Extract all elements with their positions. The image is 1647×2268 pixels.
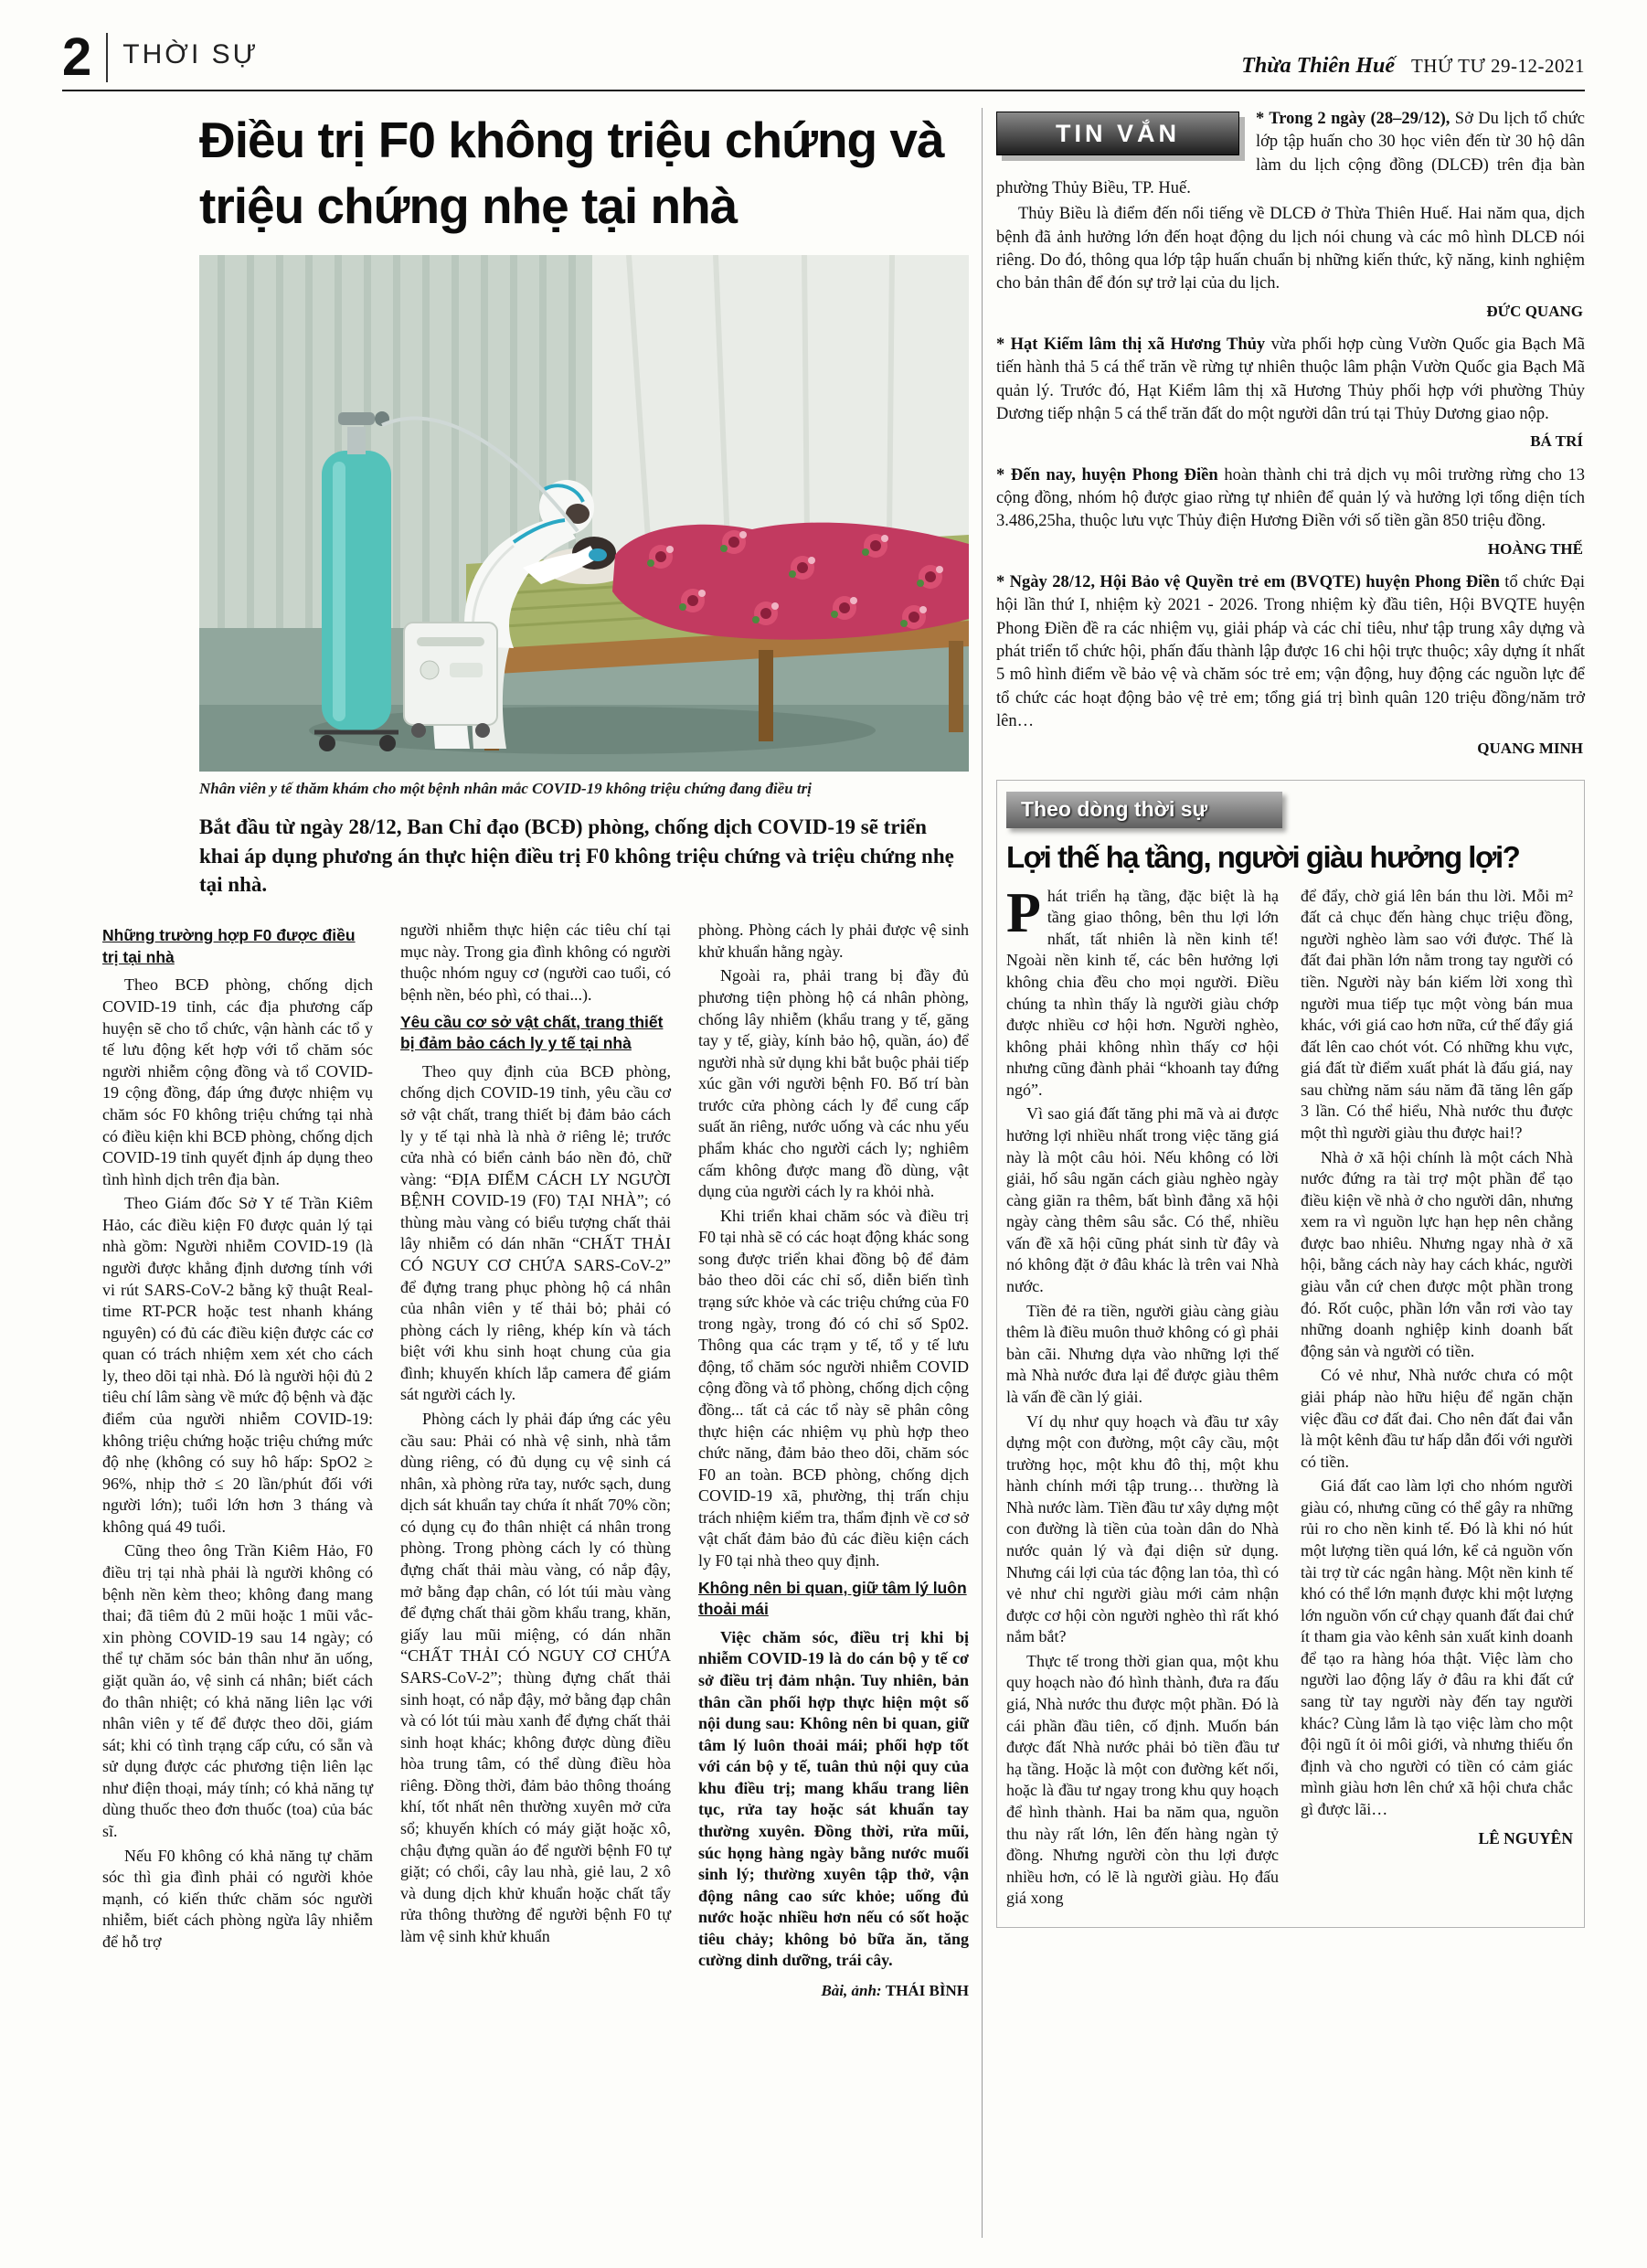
brief-lead: * Ngày 28/12, Hội Bảo vệ Quyền trẻ em (BVQTE) huyện Phong Điền — [996, 573, 1500, 591]
tinvan-section-title: TIN VẮN — [996, 112, 1239, 155]
header-divider — [106, 33, 108, 82]
news-briefs-section — [996, 108, 1585, 760]
body-paragraph: Giá đất cao làm lợi cho nhóm người giàu có, nhưng cũng có thể gây ra những rủi ro cho nền kinh tế. Đó là khi nó hút một lượng tiền quá lớn, kể cả nguồn vốn tài trợ từ các ngân hàng. Một nền kinh tế khó có thể lớn mạnh được khi một lượng lớn nguồn vốn cứ chạy quanh đất đai chứ ít tham gia vào kênh sản xuất kinh doanh để tạo ra hàng hóa thật. Việc làm cho người lao động lấy ở đâu ra khi đất cứ sang từ tay người này đến tay người khác? Cùng lắm là tạo việc làm cho một đội ngũ ít ỏi môi giới, và nhưng thiếu ổn định và cho người có tiền có cảm giác mình giàu hơn lên chứ xã hội chưa chắc gì được lãi… — [1301, 1476, 1573, 1818]
brief-paragraph — [996, 334, 1585, 426]
news-brief — [996, 334, 1585, 453]
page-header — [62, 24, 1585, 91]
article-column-3 — [698, 920, 969, 2004]
opinion-column-1 — [1006, 881, 1279, 1912]
byline-name: THÁI BÌNH — [885, 1982, 969, 2000]
body-paragraph: Ngoài ra, phải trang bị đầy đủ phương tiện phòng hộ cá nhân phòng, chống lây nhiễm (khẩu trang y tế, găng tay y tế, giày, kính bảo hộ, quần, áo) để người nhà sử dụng khi bắt buộc phải tiếp xúc gần với người bệnh F0. Bố trí bàn trước cửa phòng cách ly để cung cấp suất ăn riêng, nước uống và các nhu yếu phẩm khác cho người cách ly; nghiêm cấm không được mang đồ dùng, vật dụng của người cách ly ra khỏi nhà. — [698, 966, 969, 1201]
body-paragraph: Phòng cách ly phải đáp ứng các yêu cầu sau: Phải có nhà vệ sinh, nhà tắm dùng riêng, có đủ dụng cụ vệ sinh cá nhân, xà phòng rửa tay, nước sạch, dung dịch sát khuẩn tay chứa ít nhất 70% cồn; có dụng cụ đo thân nhiệt cá nhân trong phòng. Trong phòng cách ly có thùng đựng chất thải màu vàng, có nắp đậy, mở bằng đạp chân, có lót túi màu vàng để đựng chất thải gồm khẩu trang, khăn, giấy lau mũi miệng, có dán nhãn “CHẤT THẢI CÓ NGUY CƠ CHỨA SARS-CoV-2”; thùng đựng chất thải sinh hoạt, có nắp đậy, mở bằng đạp chân và có lót túi màu xanh để đựng chất thải sinh hoạt khác; không được dùng điều hòa trung tâm, có thể dùng điều hòa riêng. Đồng thời, đảm bảo thông thoáng khí, tốt nhất nên thường xuyên mở cửa sổ; khuyến khích có máy giặt hoặc xô, chậu đựng quần áo để người bệnh F0 tự giặt; có chổi, cây lau nhà, giẻ lau, 2 xô và dung dịch khử khuẩn hoặc chất tẩy rửa thông thường để người bệnh F0 tự làm vệ sinh khử khuẩn — [400, 1410, 671, 1945]
body-paragraph: Ví dụ như quy hoạch và đầu tư xây dựng một con đường, một cây cầu, một trường học, một khu đô thị, một khu hành chính mới tập trung… thường là Nhà nước làm. Tiền đầu tư xây dựng một con đường là tiền của toàn dân do Nhà nước quản lý và đại diện sử dụng. Nhưng cái lợi của tác động lan tỏa, thì có vẻ như chỉ người giàu mới cảm nhận được cơ hội còn người nghèo thì rất khó nắm bắt? — [1006, 1411, 1279, 1646]
masthead: Thừa Thiên Huế — [1241, 54, 1395, 78]
body-paragraph: người nhiễm thực hiện các tiêu chí tại mục này. Trong gia đình không có người thuộc nhóm nguy cơ (người cao tuổi, có bệnh nền, béo phì, có thai...). — [400, 921, 671, 1004]
crosshead: Yêu cầu cơ sở vật chất, trang thiết bị đảm bảo cách ly y tế tại nhà — [400, 1012, 664, 1053]
body-paragraph: Nếu F0 không có khả năng tự chăm sóc thì gia đình phải có người khỏe mạnh, có kiến thức chăm sóc người nhiễm, biết cách phòng ngừa lây nhiễm để hỗ trợ — [102, 1846, 373, 1951]
brief-text: vừa phối hợp cùng Vườn Quốc gia Bạch Mã tiến hành thả 5 cá thể trăn về rừng tự nhiên thuộc lâm phận Vườn Quốc gia Bạch Mã quản lý. Trước đó, Hạt Kiểm lâm thị xã Hương Thủy phối hợp với phường Thủy Dương tiếp nhận 5 cá thể trăn đất do một người dân trú tại Thủy Dương giao nộp. — [996, 335, 1585, 424]
body-paragraph-bold: Việc chăm sóc, điều trị khi bị nhiễm COVID-19 là do cán bộ y tế cơ sở điều trị đảm nhận. Tuy nhiên, bản thân cần phối hợp thực hiện một số nội dung sau: Không nên bi quan, giữ tâm lý luôn thoải mái; phối hợp tốt với cán bộ y tế, tuân thủ nội quy của khu điều trị; mang khẩu trang liên tục, rửa tay hoặc sát khuẩn tay thường xuyên. Đồng thời, rửa mũi, súc họng hàng ngày bằng nước muối sinh lý; thường xuyên tập thở, vận động nâng cao sức khỏe; uống đủ nước hoặc nhiều hơn nếu có sốt hoặc tiêu chảy; không bỏ bữa ăn, tăng cường dinh dưỡng, trái cây. — [698, 1627, 969, 1970]
article-lead: Bắt đầu từ ngày 28/12, Ban Chỉ đạo (BCĐ) phòng, chống dịch COVID-19 sẽ triển khai áp dụng phương án thực hiện điều trị F0 không triệu chứng và triệu chứng nhẹ tại nhà. — [199, 815, 954, 897]
body-paragraph — [1006, 881, 1279, 1102]
page-number: 2 — [62, 27, 92, 87]
body-paragraph: Nhà ở xã hội chính là một cách Nhà nước đứng ra tài trợ một phần để tạo điều kiện về nhà ở cho người dân, nhưng xem ra vì nguồn lực hạn hẹp nên chẳng được bao nhiêu. Nhưng ngay nhà ở xã hội, bằng cách này hay cách khác, người giàu vẫn cứ chen được một phần trong đó. Rốt cuộc, phần lớn vẫn rơi vào tay những doanh nghiệp kinh doanh bất động sản và người có tiền. — [1301, 1147, 1573, 1360]
body-paragraph: Tiền đẻ ra tiền, người giàu càng giàu thêm là điều muôn thuở không có gì phải bàn cãi. Nhưng dựa vào những lợi thế mà Nhà nước đưa lại để được giàu thêm là vấn đề cần lý giải. — [1006, 1301, 1279, 1406]
body-paragraph: phòng. Phòng cách ly phải được vệ sinh khử khuẩn hằng ngày. — [698, 921, 969, 961]
body-paragraph: Thực tế trong thời gian qua, một khu quy hoạch nào đó hình thành, đưa ra đấu giá, Nhà nước thu được một phần. Đó là cái phần đầu tiên, cố định. Muốn bán được đất Nhà nước phải bỏ tiền đầu tư hạ tầng. Hoặc là một con đường kết nối, hoặc là đầu tư ngay trong khu quy hoạch để hình thành. Hai ba năm qua, nguồn thu này rất lớn, lên đến hàng ngàn tỷ đồng. Nhưng người còn thu lợi được nhiều hơn, có lẽ là người giàu. Họ đấu giá xong — [1006, 1651, 1279, 1908]
brief-byline: HOÀNG THẾ — [1487, 539, 1583, 558]
brief-byline: BÁ TRÍ — [1530, 432, 1583, 451]
article-column-2 — [400, 920, 671, 2004]
body-paragraph: để đẩy, chờ giá lên bán thu lời. Mỗi m² đất cả chục đến hàng chục triệu đồng, người nghèo làm sao với được. Thế là đất đai phần lớn nằm trong tay người có tiền. Người này bán kiếm lời xong thì người mua tiếp tục một vòng bán mua khác, với giá cao hơn nữa, cứ thế đẩy giá đất lên cao chót vót. Có những khu vực, giá đất từ điểm xuất phát là đấu giá, nay sau chừng năm sáu năm đã tăng lên gấp 3 lần. Có thể hiểu, Nhà nước thu được một thì người giàu thu được hai!? — [1301, 886, 1573, 1142]
body-paragraph: Theo BCĐ phòng, chống dịch COVID-19 tỉnh, các địa phương cấp huyện sẽ cho tổ chức, vận hành các tổ y tế lưu động kết hợp với tổ chăm sóc người nhiễm cộng đồng và tổ COVID-19 cộng đồng, đáp ứng được nhiệm vụ chăm sóc F0 không triệu chứng tại nhà có điều kiện khi BCĐ phòng, chống dịch COVID-19 tỉnh quyết định áp dụng theo tình hình dịch trên địa bàn. — [102, 975, 373, 1188]
article-headline: Điều trị F0 không triệu chứng và triệu chứng nhẹ tại nhà — [199, 112, 944, 234]
body-paragraph: Vì sao giá đất tăng phi mã và ai được hưởng lợi nhiều nhất trong việc tăng giá này là một câu hỏi. Nếu không có lời giải, hố sâu ngăn cách giàu nghèo ngày càng giãn ra thêm, bất bình đẳng xã hội ngày càng thêm sâu sắc. Có thể, nhiều vấn đề xã hội cũng phát sinh từ đây và nó không đặt ở đâu khác là trên vai Nhà nước. — [1006, 1104, 1279, 1296]
article-byline — [698, 1981, 969, 2001]
body-paragraph: Theo Giám đốc Sở Y tế Trần Kiêm Hảo, các điều kiện F0 được quản lý tại nhà gồm: Người nhiễm COVID-19 (là người được khẳng định dương tính với vi rút SARS-CoV-2 bằng kỹ thuật Real-time RT-PCR hoặc test nhanh kháng nguyên) có đủ các điều kiện được các cơ quan có trách nhiệm xem xét cho cách ly, theo dõi tại nhà. Đó là người hội đủ 2 tiêu chí lâm sàng về mức độ bệnh và đặc điểm của người nhiễm COVID-19: không triệu chứng hoặc triệu chứng mức độ nhẹ (không có suy hô hấp: SpO2 ≥ 96%, nhịp thở ≤ 20 lần/phút đối với người lớn); tuổi lớn hơn 3 tháng và không quá 49 tuổi. — [102, 1194, 373, 1536]
news-brief — [996, 571, 1585, 760]
brief-text: Sở Du lịch tổ chức lớp tập huấn cho 30 học viên đến từ 30 hộ dân làm du lịch cộng đồng (DLCĐ) trên địa bàn phường Thủy Biều, TP. Huế. — [996, 110, 1585, 198]
photo-oxygen-concentrator — [404, 623, 497, 738]
article-column-1 — [102, 920, 373, 2004]
brief-byline: ĐỨC QUANG — [1486, 302, 1583, 320]
issue-date: THỨ TƯ 29-12-2021 — [1410, 55, 1585, 77]
covid-home-treatment-photo — [199, 255, 969, 772]
body-paragraph: Có vẻ như, Nhà nước chưa có một giải pháp nào hữu hiệu để ngăn chặn việc đầu cơ đất đai. Cho nên đất đai vẫn là một kênh đầu tư hấp dẫn đối với người có tiền. — [1301, 1366, 1574, 1471]
brief-paragraph — [996, 571, 1585, 733]
right-rail — [996, 108, 1585, 1928]
body-paragraph: Khi triển khai chăm sóc và điều trị F0 tại nhà sẽ có các hoạt động khác song song được triển khai đồng bộ để đảm bảo theo dõi các chỉ số, diễn biến tình trạng sức khỏe và các triệu chứng của F0 trong ngày, trong đó có chỉ số Sp02. Thông qua các trạm y tế, tổ y tế lưu động, tổ chăm sóc người nhiễm COVID cộng đồng và tổ phòng, chống dịch cộng đồng... tất cả các tổ này sẽ phân công thực hiện các nhiệm vụ phù hợp theo chức năng, đảm bảo theo dõi, chăm sóc F0 an toàn. BCĐ phòng, chống dịch COVID-19 xã, phường, thị trấn chịu trách nhiệm kiểm tra, thẩm định về cơ sở vật chất đảm bảo đủ các điều kiện cách ly F0 tại nhà theo quy định. — [698, 1206, 969, 1570]
opinion-byline: LÊ NGUYÊN — [1478, 1828, 1573, 1847]
masthead-group — [1241, 54, 1585, 82]
body-paragraph: Theo quy định của BCĐ phòng, chống dịch COVID-19 tỉnh, yêu cầu cơ sở vật chất, trang thiết bị đảm bảo cách ly y tế tại nhà là nhà ở riêng lẻ; trước cửa nhà có biển cảnh báo nền đỏ, chữ vàng: “ĐỊA ĐIỂM CÁCH LY NGƯỜI BỆNH COVID-19 (F0) TẠI NHÀ”; có thùng màu vàng có biểu tượng chất thải lây nhiễm có dán nhãn “CHẤT THẢI CÓ NGUY CƠ CHỨA SARS-CoV-2” để đựng trang phục phòng hộ cá nhân của nhân viên y tế thải bỏ; phải có phòng cách ly riêng, khép kín và tách biệt với khu sinh hoạt chung của gia đình; khuyến khích lắp camera để giám sát người cách ly. — [400, 1061, 671, 1404]
column-divider-rule — [982, 108, 983, 2238]
opinion-column-2 — [1301, 886, 1573, 1912]
brief-text: hoàn thành chi trả dịch vụ môi trường rừng cho 13 cộng đồng, nhóm hộ được giao rừng tự nhiên để quản lý và hưởng lợi tổng diện tích 3.486,25ha, thuộc lưu vực Thủy điện Hương Điền với số tiền gần 850 triệu đồng. — [996, 465, 1585, 531]
photo-oxygen-tank — [314, 411, 398, 751]
article-columns — [102, 920, 969, 2004]
byline-label: Bài, ảnh: — [821, 1982, 882, 2000]
brief-paragraph — [996, 464, 1585, 534]
brief-lead: * Trong 2 ngày (28–29/12), — [1256, 110, 1450, 128]
brief-lead: * Hạt Kiểm lâm thị xã Hương Thủy — [996, 335, 1266, 355]
photo-caption: Nhân viên y tế thăm khám cho một bệnh nhân mắc COVID-19 không triệu chứng đang điều trị — [199, 780, 812, 797]
brief-text: tổ chức Đại hội lần thứ I, nhiệm kỳ 2021 - 2026. Trong nhiệm kỳ đầu tiên, Hội BVQTE huyện Phong Điền đề ra các nhiệm vụ, giải pháp và các chỉ tiêu, như tập trung xây dựng và phát triển tổ chức hội, phấn đấu thành lập được 16 chi hội trực thuộc; xây dựng ít nhất 5 mô hình điểm về bảo vệ và chăm sóc trẻ em; vận động, huy động các nguồn lực để tổ chức các hoạt động bảo vệ trẻ em; tổng giá trị bình quân 120 triệu đồng/năm trở lên… — [996, 573, 1585, 731]
opinion-columns — [1006, 881, 1575, 1912]
section-title: THỜI SỰ — [122, 39, 260, 69]
drop-cap: P — [1006, 881, 1041, 944]
crosshead: Những trường hợp F0 được điều trị tại nhà — [102, 926, 356, 966]
page-number-group — [62, 27, 260, 87]
opinion-kicker: Theo dòng thời sự — [1006, 792, 1282, 828]
news-brief — [996, 464, 1585, 559]
brief-byline: QUANG MINH — [1477, 740, 1583, 758]
photo-floral-blanket — [612, 523, 969, 640]
crosshead: Không nên bi quan, giữ tâm lý luôn thoải mái — [698, 1578, 967, 1619]
brief-paragraph: Thủy Biều là điểm đến nổi tiếng về DLCĐ ở Thừa Thiên Huế. Hai năm qua, dịch bệnh đã ảnh hưởng lớn đến hoạt động du lịch nói chung và các mô hình DLCĐ nói riêng. Do đó, thông qua lớp tập huấn chuẩn bị những kiến thức, kỹ năng, kinh nghiệm cho bản thân để đón sự trở lại của du lịch. — [996, 205, 1585, 293]
opinion-section — [996, 780, 1585, 1928]
paragraph-text: hát triển hạ tầng, đặc biệt là hạ tầng giao thông, bên thu lợi lớn nhất, tất nhiên là nền kinh tế! Ngoài nền kinh tế, các bên hưởng lợi không chia đều cho mọi người. Điều chúng ta nhìn thấy là người giàu chớp được nhiều cơ hội hơn. Người nghèo, không phải không nhìn thấy cơ hội nhưng cũng đành phải “khoanh tay đứng ngó”. — [1006, 886, 1279, 1099]
brief-lead: * Đến nay, huyện Phong Điền — [996, 465, 1218, 484]
body-paragraph: Cũng theo ông Trần Kiêm Hảo, F0 điều trị tại nhà phải là người không có bệnh nền kèm theo; không đang mang thai; đã tiêm đủ 2 mũi hoặc 1 mũi vắc-xin phòng COVID-19 sau 14 ngày; có thể tự chăm sóc bản thân như ăn uống, giặt quần áo, vệ sinh cá nhân; biết cách đo thân nhiệt; có khả năng liên lạc với nhân viên y tế để được theo dõi, giám sát; khi có tình trạng cấp cứu, có sẵn và sử dụng được các phương tiện liên lạc như điện thoại, máy tính; có khả năng tự dùng thuốc theo đơn thuốc (toa) của bác sĩ. — [102, 1541, 373, 1840]
main-article — [102, 108, 969, 2004]
opinion-headline: Lợi thế hạ tầng, người giàu hưởng lợi? — [1006, 839, 1520, 874]
article-photo — [199, 255, 969, 772]
